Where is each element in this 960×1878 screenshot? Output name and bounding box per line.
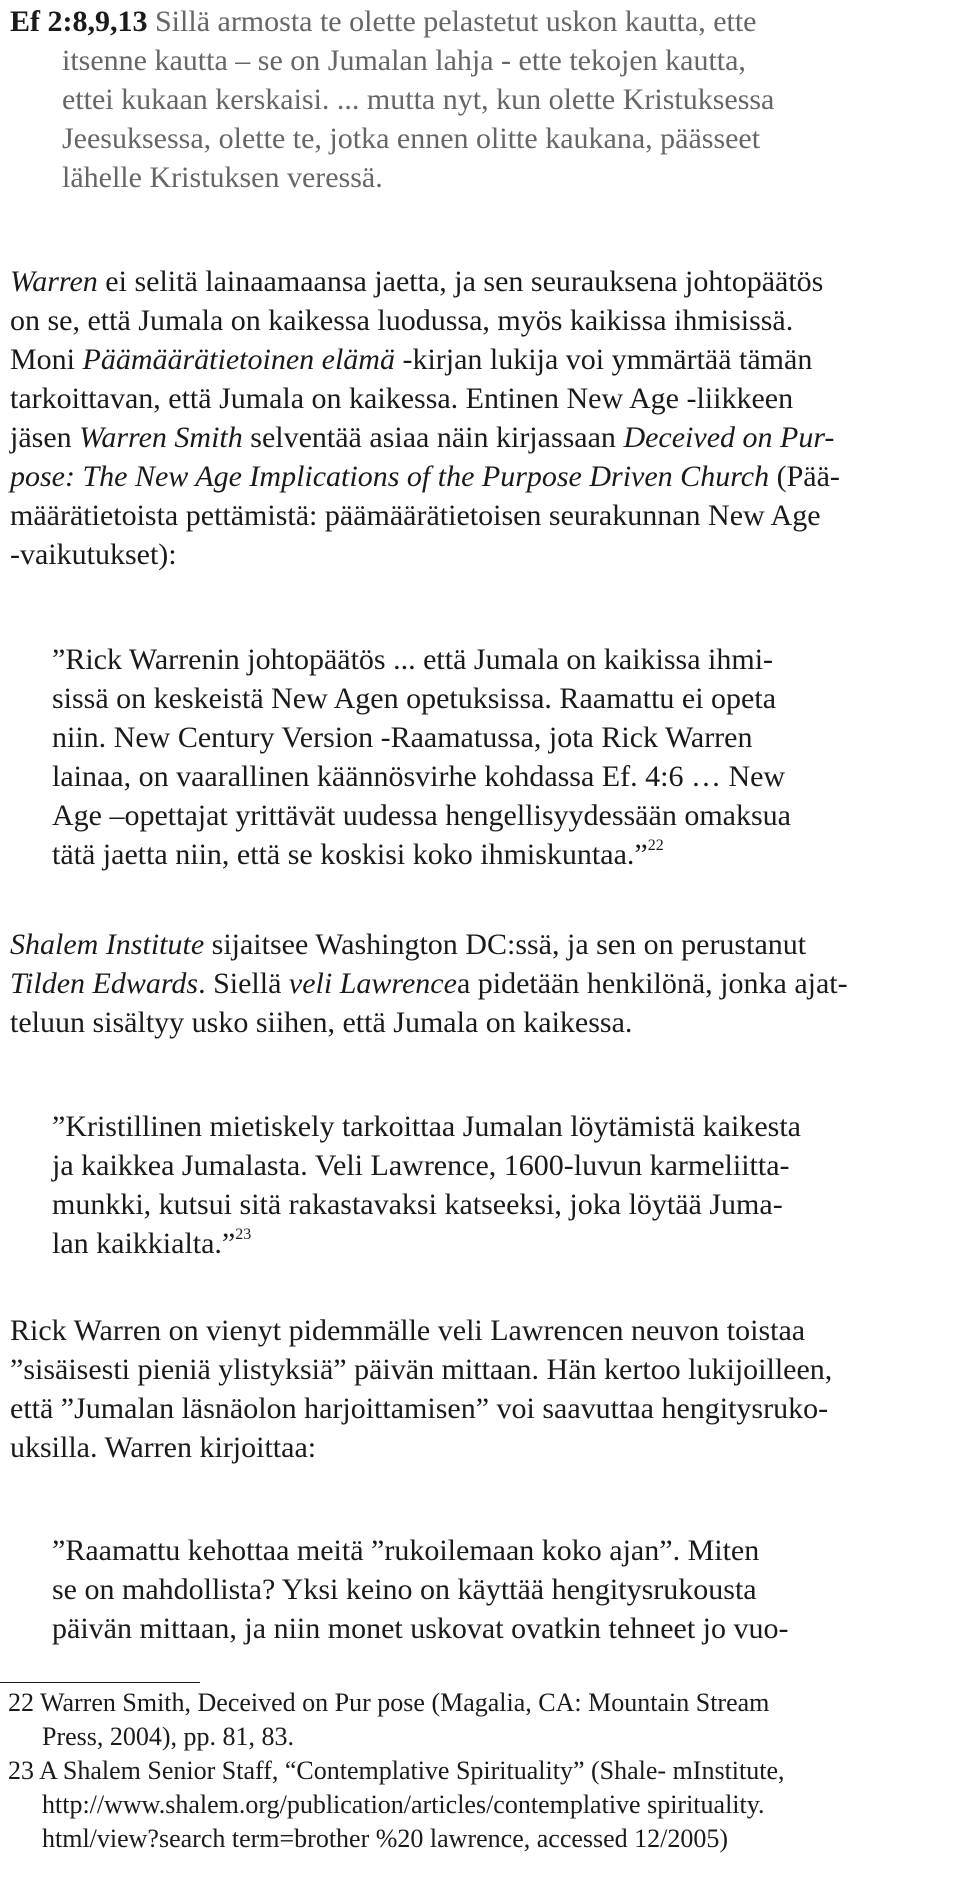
intro-bible-quote: [10, 2, 774, 197]
quote-line: niin. New Century Version -Raamatussa, jota Rick Warren: [52, 721, 753, 754]
paragraph-line: ”sisäisesti pieniä ylistyksiä” päivän mittaan. Hän kertoo lukijoilleen,: [10, 1353, 833, 1386]
footnote-line: http://www.shalem.org/publication/articles/contemplative spirituality.: [42, 1790, 765, 1819]
paragraph-line: määrätietoista pettämistä: päämäärätietoisen seurakunnan New Age: [10, 499, 821, 532]
paragraph-line: teluun sisältyy usko siihen, että Jumala on kaikessa.: [10, 1006, 633, 1039]
footnotes: [8, 1686, 785, 1856]
paragraph-line: Rick Warren on vienyt pidemmälle veli Lawrencen neuvon toistaa: [10, 1314, 806, 1347]
quote-line: ”Kristillinen mietiskely tarkoittaa Jumalan löytämistä kaikesta: [52, 1110, 801, 1143]
intro-quote-line: ettei kukaan kerskaisi. ... mutta nyt, kun olette Kristuksessa: [62, 83, 775, 116]
footnote-line: Press, 2004), pp. 81, 83.: [42, 1722, 295, 1751]
quote-line: ”Rick Warrenin johtopäätös ... että Jumala on kaikissa ihmi-: [52, 643, 774, 676]
intro-quote-line: Ef 2:8,9,13 Sillä armosta te olette pelastetut uskon kautta, ette: [10, 5, 757, 38]
paragraph-line: jäsen Warren Smith selventää asiaa näin kirjassaan Deceived on Pur-: [10, 421, 835, 454]
quote-line: lan kaikkialta.”$^{23}$: [52, 1226, 252, 1260]
footnote-number: 22: [8, 1688, 34, 1717]
footnote-line: html/view?search term=brother %20 lawrence, accessed 12/2005): [42, 1824, 729, 1853]
block-quote: [52, 640, 791, 874]
quote-line: ”Raamattu kehottaa meitä ”rukoilemaan koko ajan”. Miten: [52, 1534, 760, 1567]
quote-line: Age –opettajat yrittävät uudessa hengellisyydessään omaksua: [52, 799, 791, 832]
quote-line: tätä jaetta niin, että se koskisi koko ihmiskuntaa.”$^{22}$: [52, 837, 664, 871]
quote-line: lainaa, on vaarallinen käännösvirhe kohdassa Ef. 4:6 … New: [52, 760, 786, 793]
quote-line: sissä on keskeistä New Agen opetuksissa. Raamattu ei opeta: [52, 682, 777, 715]
paragraph-line: on se, että Jumala on kaikessa luodussa, myös kaikissa ihmisissä.: [10, 304, 794, 337]
body-paragraph: [10, 925, 848, 1042]
paragraph-line: -vaikutukset):: [10, 538, 177, 571]
footnote-separator: [0, 1682, 200, 1683]
paragraph-line: Shalem Institute sijaitsee Washington DC:ssä, ja sen on perustanut: [10, 928, 807, 961]
paragraph-line: että ”Jumalan läsnäolon harjoittamisen” voi saavuttaa hengitysruko-: [10, 1392, 829, 1425]
footnote-23: 23 A Shalem Senior Staff, “Contemplative Spirituality” (Shale- mInstitute,: [8, 1756, 785, 1785]
intro-quote-line: itsenne kautta – se on Jumalan lahja - ette tekojen kautta,: [62, 44, 746, 77]
paragraph-line: pose: The New Age Implications of the Purpose Driven Church (Pää-: [10, 460, 840, 493]
footnote-22: 22 Warren Smith, Deceived on Pur pose (Magalia, CA: Mountain Stream: [8, 1688, 770, 1717]
paragraph-line: tarkoittavan, että Jumala on kaikessa. Entinen New Age -liikkeen: [10, 382, 794, 415]
quote-line: munkki, kutsui sitä rakastavaksi katseeksi, joka löytää Juma-: [52, 1188, 783, 1221]
footnote-marker: 22: [647, 837, 664, 854]
intro-quote-line: lähelle Kristuksen veressä.: [62, 161, 383, 194]
block-quote: [52, 1531, 789, 1648]
body-paragraph: [10, 1311, 832, 1467]
paragraph-line: Warren ei selitä lainaamaansa jaetta, ja sen seurauksena johtopäätös: [10, 265, 824, 298]
quote-line: ja kaikkea Jumalasta. Veli Lawrence, 1600-luvun karmeliitta-: [52, 1149, 790, 1182]
body-paragraph: [10, 262, 840, 574]
quote-line: se on mahdollista? Yksi keino on käyttää hengitysrukousta: [52, 1573, 757, 1606]
block-quote: [52, 1107, 801, 1263]
footnote-number: 23: [8, 1756, 34, 1785]
quote-line: päivän mittaan, ja niin monet uskovat ovatkin tehneet jo vuo-: [52, 1612, 789, 1645]
paragraph-line: Tilden Edwards. Siellä veli Lawrencea pidetään henkilönä, jonka ajat-: [10, 967, 848, 1000]
bible-reference: Ef 2:8,9,13: [10, 5, 148, 38]
paragraph-line: Moni Päämäärätietoinen elämä -kirjan lukija voi ymmärtää tämän: [10, 343, 813, 376]
intro-quote-line: Jeesuksessa, olette te, jotka ennen olitte kaukana, päässeet: [62, 122, 761, 155]
footnote-marker: 23: [235, 1226, 252, 1243]
paragraph-line: uksilla. Warren kirjoittaa:: [10, 1431, 317, 1464]
